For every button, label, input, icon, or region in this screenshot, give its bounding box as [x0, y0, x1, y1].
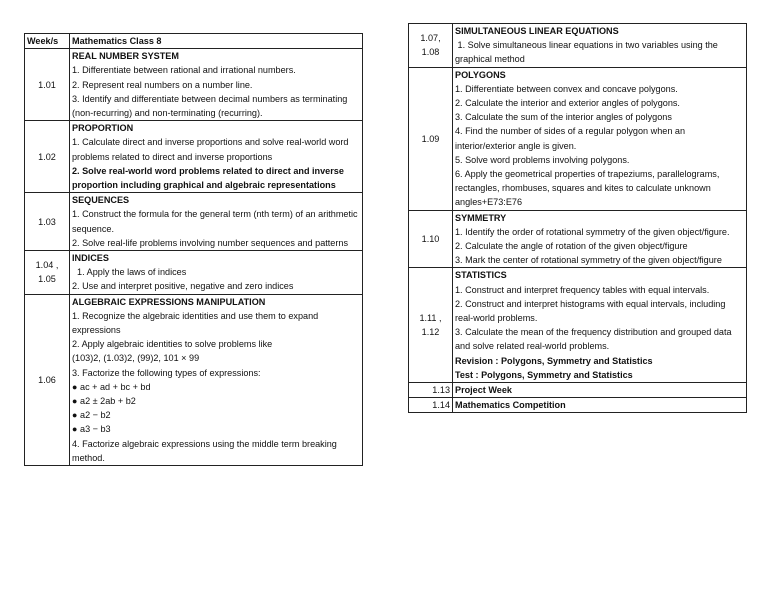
- right-syllabus-table: [408, 23, 747, 413]
- topic-title: Mathematics Competition: [455, 400, 566, 411]
- topic-title: POLYGONS: [455, 69, 506, 80]
- week-column-header: Week/s: [25, 34, 70, 49]
- objective-line: 2. Use and interpret positive, negative and zero indices: [72, 281, 294, 292]
- table-row: [409, 67, 747, 210]
- objective-line: 5. Solve word problems involving polygons.: [455, 154, 630, 165]
- table-row: [25, 193, 363, 251]
- week-cell: 1.02: [25, 121, 70, 193]
- objective-line: 2. Construct and interpret histograms with equal intervals, including real-world problems.: [455, 298, 726, 324]
- week-cell: 1.14: [409, 398, 453, 413]
- topic-cell: [70, 193, 363, 251]
- objective-line: 2. Represent real numbers on a number line.: [72, 79, 253, 90]
- objective-line: 1. Calculate direct and inverse proportions and solve real-world word problems related to direct and inverse proportions: [72, 137, 349, 162]
- week-cell: 1.11 , 1.12: [409, 268, 453, 383]
- week-cell: 1.07, 1.08: [409, 24, 453, 68]
- objective-line: 1. Recognize the algebraic identities and use them to expand expressions: [72, 310, 319, 336]
- objective-line: 3. Calculate the mean of the frequency distribution and grouped data and solve related real-world problems.: [455, 327, 732, 352]
- topic-title: INDICES: [72, 253, 109, 264]
- week-cell: 1.13: [409, 383, 453, 398]
- topic-cell: [453, 24, 747, 68]
- objective-line: 3. Factorize the following types of expressions:: [72, 367, 261, 378]
- topic-cell: [70, 121, 363, 193]
- revision-line: Revision : Polygons, Symmetry and Statistics: [455, 355, 653, 366]
- objective-line: 1. Differentiate between convex and concave polygons.: [455, 83, 678, 94]
- table-row: [25, 294, 363, 465]
- topic-title: SEQUENCES: [72, 195, 130, 206]
- objective-line: 1. Identify the order of rotational symmetry of the given object/figure.: [455, 226, 730, 237]
- test-line: Test : Polygons, Symmetry and Statistics: [455, 369, 633, 380]
- objective-line: 1. Apply the laws of indices: [72, 267, 187, 278]
- objective-line: 1. Construct and interpret frequency tables with equal intervals.: [455, 284, 710, 295]
- topic-title: SIMULTANEOUS LINEAR EQUATIONS: [455, 26, 619, 36]
- topic-cell: [70, 49, 363, 121]
- objective-line: 3. Identify and differentiate between decimal numbers as terminating (non-recurring) and non-terminating (recurring).: [72, 93, 348, 119]
- topic-cell: [70, 294, 363, 465]
- left-syllabus-table: [24, 33, 363, 466]
- week-cell: 1.10: [409, 210, 453, 268]
- objective-line: 4. Find the number of sides of a regular polygon when an interior/exterior angle is given.: [455, 126, 686, 151]
- objective-line: 2. Apply algebraic identities to solve problems like: [72, 339, 273, 350]
- objective-line: 2. Calculate the angle of rotation of the given object/figure: [455, 241, 688, 252]
- expression-bullet: ● ac + ad + bc + bd: [72, 381, 151, 392]
- topic-cell: [453, 210, 747, 268]
- topic-title: Project Week: [455, 385, 512, 396]
- week-cell: 1.03: [25, 193, 70, 251]
- table-row: [409, 383, 747, 398]
- expression-bullet: ● a2 ± 2ab + b2: [72, 396, 136, 407]
- table-row: [25, 251, 363, 295]
- topic-cell: [453, 383, 747, 398]
- topic-title: SYMMETRY: [455, 212, 507, 223]
- objective-line: 3. Mark the center of rotational symmetry of the given object/figure: [455, 255, 722, 266]
- subject-column-header: Mathematics Class 8: [70, 34, 363, 49]
- topic-title: REAL NUMBER SYSTEM: [72, 51, 179, 62]
- topic-title: STATISTICS: [455, 270, 507, 281]
- topic-title: PROPORTION: [72, 123, 134, 134]
- topic-cell: [70, 251, 363, 295]
- objective-line: 1. Solve simultaneous linear equations in two variables using the graphical method: [455, 40, 721, 65]
- objective-line-bold: 2. Solve real-world word problems related to direct and inverse proportion including graphical and algebraic representations: [72, 165, 344, 191]
- expression-bullet: ● a2 − b2: [72, 410, 111, 421]
- objective-line: 3. Calculate the sum of the interior angles of polygons: [455, 112, 672, 123]
- objective-line: 6. Apply the geometrical properties of trapeziums, parallelograms, rectangles, rhombuses, squares and kites to calculate unknown angles+E73:E76: [455, 169, 720, 208]
- table-row: [409, 24, 747, 68]
- table-row: [409, 398, 747, 413]
- week-cell: 1.01: [25, 49, 70, 121]
- topic-cell: [453, 268, 747, 383]
- objective-line: 4. Factorize algebraic expressions using the middle term breaking method.: [72, 438, 337, 463]
- topic-cell: [453, 398, 747, 413]
- topic-title: ALGEBRAIC EXPRESSIONS MANIPULATION: [72, 296, 266, 307]
- table-row: [25, 49, 363, 121]
- objective-line: 2. Solve real-life problems involving number sequences and patterns: [72, 237, 348, 248]
- week-cell: 1.06: [25, 294, 70, 465]
- table-row: [409, 268, 747, 383]
- expression-bullet: ● a3 − b3: [72, 424, 111, 435]
- table-row: [25, 121, 363, 193]
- week-cell: 1.09: [409, 67, 453, 210]
- objective-line: 1. Differentiate between rational and irrational numbers.: [72, 65, 296, 76]
- topic-cell: [453, 67, 747, 210]
- table-row: [409, 210, 747, 268]
- objective-line: 2. Calculate the interior and exterior angles of polygons.: [455, 98, 680, 109]
- objective-line: (103)2, (1.03)2, (99)2, 101 × 99: [72, 353, 200, 364]
- objective-line: 1. Construct the formula for the general term (nth term) of an arithmetic sequence.: [72, 209, 358, 234]
- week-cell: 1.04 , 1.05: [25, 251, 70, 295]
